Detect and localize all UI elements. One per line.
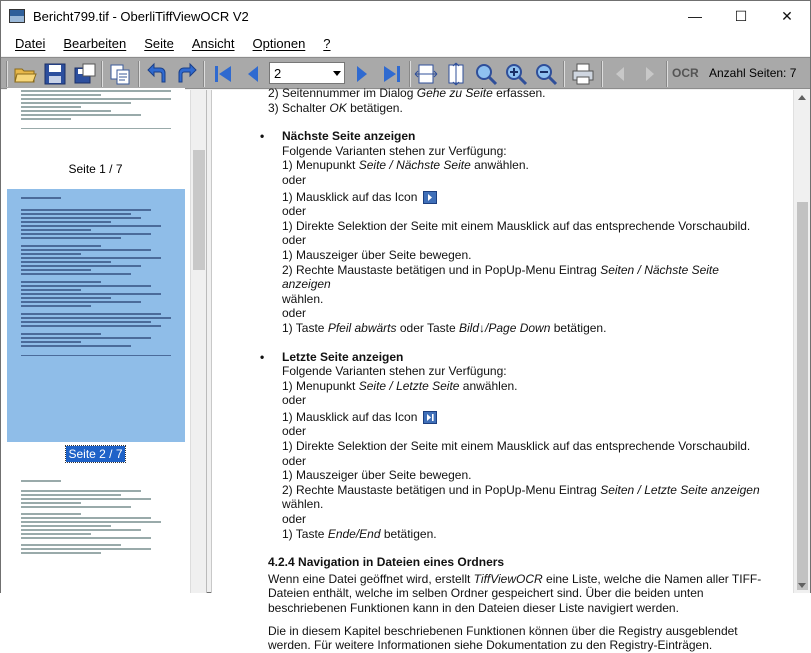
- toolbar-separator: [666, 61, 668, 87]
- open-folder-icon[interactable]: [13, 62, 37, 86]
- text-line: 2) Rechte Maustaste betätigen und in PopUp-Menu Eintrag Seiten / Nächste Seite anzeigen: [282, 262, 719, 292]
- text-line: Folgende Varianten stehen zur Verfügung:: [282, 143, 507, 158]
- text-line: oder: [282, 233, 307, 248]
- first-page-icon[interactable]: [211, 62, 235, 86]
- text-line: 1) Menupunkt Seite / Nächste Seite anwählen.: [282, 158, 529, 173]
- text-line: 1) Direkte Selektion der Seite mit einem Mausklick auf das entsprechende Vorschaubild.: [282, 439, 751, 454]
- fit-page-icon[interactable]: [444, 62, 468, 86]
- section-paragraph-2: Die in diesem Kapitel beschriebenen Funktionen können über die Registry ausgeblendet werden. Für weitere Informationen siehe Dokumentation zu den Registry-Einträgen.: [268, 623, 738, 653]
- text-line: 2) Seitennummer im Dialog Gehe zu Seite erfassen.: [268, 86, 546, 100]
- text-line: 1) Menupunkt Seite / Letzte Seite anwählen.: [282, 378, 518, 393]
- text-line: oder: [282, 172, 307, 187]
- section-heading: 4.2.4 Navigation in Dateien eines Ordners: [268, 555, 505, 570]
- save-as-icon[interactable]: [73, 62, 97, 86]
- minimize-button[interactable]: —: [688, 8, 702, 24]
- menu-seite[interactable]: Seite: [144, 36, 174, 51]
- text-line: 1) Taste Ende/End betätigen.: [282, 526, 437, 541]
- rotate-right-icon[interactable]: [174, 62, 198, 86]
- text-line: oder: [282, 204, 307, 219]
- menu-optionen[interactable]: Optionen: [252, 36, 306, 51]
- document-scrollbar[interactable]: [793, 90, 810, 593]
- save-icon[interactable]: [43, 62, 67, 86]
- text-line: wählen.: [282, 291, 324, 306]
- text-line: 1) Taste Pfeil abwärts oder Taste Bild↓/Page Down betätigen.: [282, 320, 607, 335]
- toolbar-separator: [138, 61, 140, 87]
- fit-width-icon[interactable]: [414, 62, 438, 86]
- menu-datei[interactable]: Datei: [15, 36, 46, 51]
- text-line: oder: [282, 453, 307, 468]
- last-page-icon[interactable]: [380, 62, 404, 86]
- toolbar-separator: [203, 61, 205, 87]
- text-line: 1) Mausklick auf das Icon: [282, 190, 768, 205]
- text-line: 1) Mausklick auf das Icon: [282, 410, 768, 425]
- thumbnail-label-2[interactable]: Seite 2 / 7: [68, 447, 123, 461]
- toolbar: [1, 57, 810, 89]
- window-title: Bericht799.tif - OberliTiffViewOCR V2: [33, 8, 249, 24]
- menu-ansicht[interactable]: Ansicht: [191, 36, 235, 51]
- document-page: [268, 86, 768, 653]
- toolbar-separator: [601, 61, 603, 87]
- page-count-label: Anzahl Seiten: 7: [709, 66, 797, 80]
- text-line: 3) Schalter OK betätigen.: [268, 100, 403, 115]
- heading-last-page: • Letzte Seite anzeigen: [268, 350, 768, 365]
- zoom-icon[interactable]: [474, 62, 498, 86]
- text-line: wählen.: [282, 497, 324, 512]
- text-line: 1) Mauszeiger über Seite bewegen.: [282, 247, 472, 262]
- scrollbar-thumb[interactable]: [193, 150, 205, 270]
- toolbar-separator: [563, 61, 565, 87]
- toolbar-grip: [6, 61, 8, 87]
- page-select[interactable]: [269, 62, 345, 84]
- ocr-button[interactable]: OCR: [672, 66, 699, 80]
- chevron-down-icon: [333, 71, 341, 76]
- previous-page-icon[interactable]: [241, 62, 265, 86]
- text-line: oder: [282, 393, 307, 408]
- text-line: oder: [282, 512, 307, 527]
- text-line: 1) Mauszeiger über Seite bewegen.: [282, 468, 472, 483]
- menu-bar: [1, 31, 810, 56]
- text-line: 1) Direkte Selektion der Seite mit einem Mausklick auf das entsprechende Vorschaubild.: [282, 218, 751, 233]
- menu-help[interactable]: ?: [323, 36, 331, 51]
- thumbnail-scrollbar[interactable]: [190, 90, 206, 593]
- last-page-icon: [423, 411, 437, 424]
- thumbnail-page-1[interactable]: [7, 88, 185, 146]
- section-paragraph-1: Wenn eine Datei geöffnet wird, erstellt TiffViewOCR eine Liste, welche die Namen aller TIFF-Dateien enthält, welche im selben Ordner gespeichert sind. Über die beiden unten beschriebenen Funktionen kann in den Dateien dieser Liste navigiert werden.: [268, 571, 762, 615]
- thumbnail-page-3[interactable]: [7, 472, 185, 597]
- text-line: 2) Rechte Maustaste betätigen und in PopUp-Menu Eintrag Seiten / Letzte Seite anzeigen: [282, 482, 760, 497]
- toolbar-separator: [101, 61, 103, 87]
- heading-next-page: • Nächste Seite anzeigen: [268, 129, 768, 144]
- title-bar[interactable]: [1, 1, 810, 31]
- text-line: oder: [282, 424, 307, 439]
- text-line: Folgende Varianten stehen zur Verfügung:: [282, 364, 507, 379]
- previous-result-icon[interactable]: [608, 62, 632, 86]
- zoom-in-icon[interactable]: [504, 62, 528, 86]
- scroll-up-icon[interactable]: [798, 95, 806, 100]
- thumbnail-label-1[interactable]: Seite 1 / 7: [68, 162, 123, 176]
- close-button[interactable]: ✕: [781, 7, 793, 24]
- maximize-button[interactable]: ☐: [734, 7, 748, 24]
- page-select-value: 2: [274, 66, 282, 81]
- thumbnail-page-2[interactable]: [7, 189, 185, 442]
- scroll-down-icon[interactable]: [798, 583, 806, 588]
- next-page-icon[interactable]: [350, 62, 374, 86]
- document-viewer[interactable]: [211, 86, 810, 653]
- copy-icon[interactable]: [108, 62, 132, 86]
- thumbnail-pane[interactable]: [1, 90, 207, 593]
- rotate-left-icon[interactable]: [146, 62, 170, 86]
- print-icon[interactable]: [571, 62, 595, 86]
- next-page-icon: [423, 191, 437, 204]
- next-result-icon[interactable]: [638, 62, 662, 86]
- menu-bearbeiten[interactable]: Bearbeiten: [63, 36, 127, 51]
- text-line: oder: [282, 306, 307, 321]
- scrollbar-thumb[interactable]: [797, 202, 808, 590]
- toolbar-separator: [409, 61, 411, 87]
- zoom-out-icon[interactable]: [534, 62, 558, 86]
- app-icon[interactable]: [9, 9, 25, 23]
